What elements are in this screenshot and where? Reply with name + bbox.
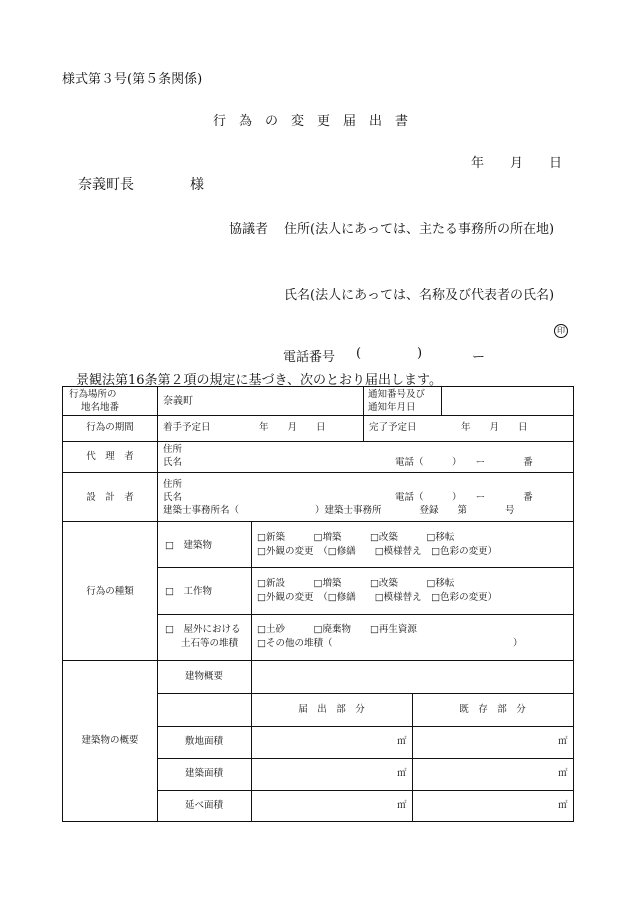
col-line [441, 387, 442, 415]
unit-sqm: ㎡ [558, 768, 568, 779]
phone-paren-close: ) [417, 346, 423, 361]
end-label: 完了予定日 [369, 422, 417, 433]
applicant-address-label: 住所(法人にあっては、主たる事務所の所在地) [284, 222, 555, 237]
notice-label-1: 通知番号及び [368, 389, 426, 400]
agent-phone[interactable]: 電話（ ） ー 番 [395, 457, 533, 468]
applicant-label: 協議者 [229, 222, 269, 237]
site-area-label: 敷地面積 [185, 736, 224, 747]
overview-label: 建築物の概要 [81, 735, 139, 746]
date-line: 年 月 日 [471, 156, 563, 171]
phone-label: 電話番号 [283, 350, 336, 365]
designer-phone[interactable]: 電話（ ） ー 番 [395, 492, 533, 503]
building-options-1[interactable]: □新築 □増築 □改築 □移転 [257, 532, 455, 543]
structure-options-2[interactable]: □外観の変更 （□修繕 □模様替え □色彩の変更） [257, 592, 498, 603]
designer-address[interactable]: 住所 [163, 479, 183, 490]
existing-part-header: 既 存 部 分 [459, 704, 526, 715]
row-line [63, 415, 573, 416]
row-line [157, 758, 573, 759]
row-line [157, 567, 573, 568]
agent-label: 代 理 者 [86, 451, 134, 462]
storage-checkbox-label: 土石等の堆積 [181, 638, 239, 649]
col-line [157, 387, 158, 821]
building-checkbox[interactable]: □ 建築物 [165, 540, 212, 551]
location-label-2: 地名地番 [81, 402, 120, 413]
row-line [63, 441, 573, 442]
row-line [157, 790, 573, 791]
col-line [363, 387, 364, 441]
structure-options-1[interactable]: □新設 □増築 □改築 □移転 [257, 578, 455, 589]
location-label-1: 行為場所の [69, 389, 117, 400]
statement: 景観法第16条第２項の規定に基づき、次のとおり届出します。 [76, 373, 442, 388]
start-label: 着手予定日 [163, 422, 211, 433]
unit-sqm: ㎡ [397, 800, 407, 811]
start-date[interactable]: 年 月 日 [259, 422, 326, 433]
form-number: 様式第３号(第５条関係) [62, 72, 203, 87]
total-floor-area-label: 延べ面積 [185, 800, 224, 811]
act-type-label: 行為の種類 [86, 586, 134, 597]
col-line [251, 521, 252, 821]
form-table [62, 386, 574, 822]
storage-options-1[interactable]: □土砂 □廃棄物 □再生資源 [257, 624, 417, 635]
row-line [63, 521, 573, 522]
row-line [63, 660, 573, 661]
unit-sqm: ㎡ [558, 736, 568, 747]
report-part-header: 届 出 部 分 [298, 704, 365, 715]
end-date[interactable]: 年 月 日 [461, 422, 528, 433]
row-line [157, 693, 573, 694]
designer-name[interactable]: 氏名 [163, 492, 183, 503]
row-line [157, 726, 573, 727]
building-area-label: 建築面積 [185, 768, 224, 779]
agent-name[interactable]: 氏名 [163, 457, 183, 468]
period-label: 行為の期間 [86, 422, 134, 433]
storage-options-2[interactable]: □その他の堆積（ ） [257, 638, 523, 649]
row-line [157, 614, 573, 615]
row-line [63, 472, 573, 473]
notice-label-2: 通知年月日 [368, 402, 416, 413]
unit-sqm: ㎡ [397, 768, 407, 779]
agent-address[interactable]: 住所 [163, 444, 183, 455]
location-value[interactable]: 奈義町 [163, 396, 193, 407]
structure-checkbox[interactable]: □ 工作物 [165, 586, 212, 597]
storage-checkbox[interactable]: □ 屋外における [165, 624, 241, 635]
applicant-name-label: 氏名(法人にあっては、名称及び代表者の氏名) [284, 288, 555, 303]
building-outline-label: 建物概要 [185, 671, 224, 682]
unit-sqm: ㎡ [558, 800, 568, 811]
designer-label: 設 計 者 [86, 492, 134, 503]
seal-icon: 印 [554, 324, 568, 338]
phone-paren-open: ( [356, 346, 362, 361]
unit-sqm: ㎡ [397, 736, 407, 747]
page-title: 行 為 の 変 更 届 出 書 [213, 114, 409, 129]
building-options-2[interactable]: □外観の変更 （□修繕 □模様替え □色彩の変更） [257, 546, 498, 557]
designer-office[interactable]: 建築士事務所名（ ）建築士事務所 登録 第 号 [163, 505, 515, 516]
phone-dash: ー [472, 350, 486, 365]
addressee: 奈義町長 様 [78, 177, 204, 193]
